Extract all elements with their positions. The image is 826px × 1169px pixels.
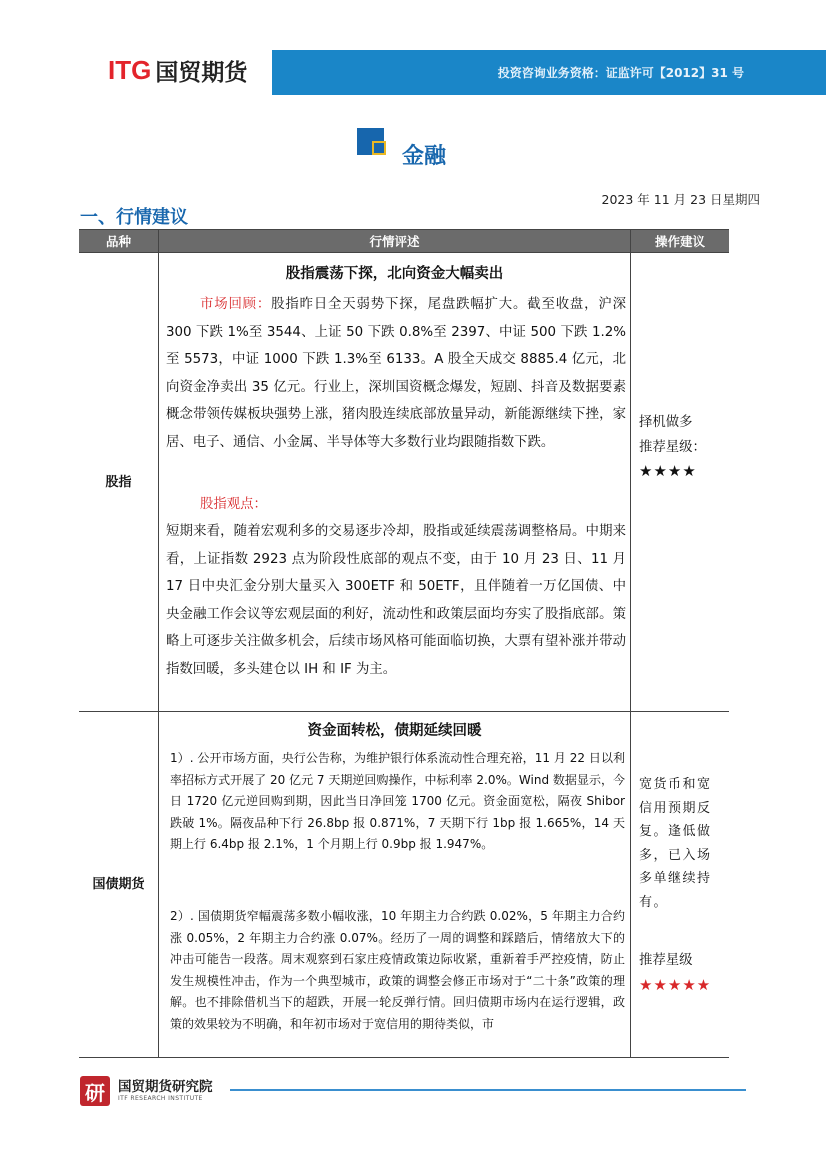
- report-date: 2023 年 11 月 23 日星期四: [601, 192, 760, 207]
- table-bottom-border: [79, 1057, 729, 1058]
- row-name-stock-index: 股指: [105, 475, 132, 490]
- table-header-border: [79, 252, 729, 253]
- row-name-treasury-futures: 国债期货: [92, 877, 145, 892]
- advice-treasury-futures: 宽货币和宽信用预期反复。逢低做多，已入场多单继续持有。: [639, 777, 712, 910]
- license-text: 投资咨询业务资格：证监许可【2012】31 号: [497, 66, 744, 80]
- table-row-divider: [79, 711, 729, 712]
- block-title-treasury-futures: 资金面转松，债期延续回暖: [307, 723, 482, 739]
- title-outline-square-icon: [372, 141, 386, 155]
- section-heading: 一、行情建议: [80, 207, 188, 228]
- advice-rating-label-stock-index: 推荐星级：: [639, 440, 706, 455]
- index-view-text: 短期来看，随着宏观利多的交易逐步冷却，股指或延续震荡调整格局。中期来看，上证指数 2923 点为阶段性底部的观点不变，由于 10 月 23 日、11 月 17 日中央汇金分别大量买入 300ETF 和 50ETF，且伴随着一万亿国债、中央金融工作会议等宏观层面的利好，流动性和政策层面均夯实了股指底部。策略上可逐步关注做多机会，后续市场风格可能面临切换，大票有望补涨并带动指数回暖，多头建仓以 IH 和 IF 为主。: [166, 524, 626, 677]
- header-variety: 品种: [79, 229, 158, 252]
- header-review: 行情评述: [159, 229, 630, 252]
- logo-brand: ITG: [108, 54, 152, 85]
- footer-divider: [230, 1089, 746, 1091]
- advice-stock-index: 择机做多: [639, 415, 693, 430]
- market-review-text: 股指昨日全天弱势下探，尾盘跌幅扩大。截至收盘，沪深 300 下跌 1%至 3544、上证 50 下跌 0.8%至 2397、中证 500 下跌 1.2%至 5573，中证 1000 下跌 1.3%至 6133。A 股全天成交 8885.4 亿元，北向资金净卖出 35 亿元。行业上，深圳国资概念爆发，短剧、抖音及数据要素概念带领传媒板块强势上涨，猪肉股连续底部放量异动，新能源继续下挫，家居、电子、通信、小金属、半导体等大多数行业均跟随指数下跌。: [166, 297, 626, 450]
- block-title-stock-index: 股指震荡下探，北向资金大幅卖出: [285, 266, 504, 282]
- advice-rating-label-treasury-futures: 推荐星级: [639, 953, 693, 968]
- treasury-point-2: 2）. 国债期货窄幅震荡多数小幅收涨，10 年期主力合约跌 0.02%，5 年期主力合约涨 0.05%，2 年期主力合约涨 0.07%。经历了一周的调整和踩踏后，情绪放大下的冲击可能告一段落。周末观察到石家庄疫情政策边际收紧，重新着手严控疫情，防止发生规模性冲击，作为一个典型城市，政策的调整会修正市场对于“二十条”政策的理解。也不排除借机当下的超跌，开展一轮反弹行情。回归债期市场内在运行逻辑，政策的效果较为不明确，和年初市场对于宽信用的期待类似，市: [170, 909, 625, 1031]
- table-col-divider-1: [158, 229, 159, 1058]
- table-top-border: [79, 229, 729, 230]
- rating-stars-stock-index: ★★★★: [639, 462, 697, 480]
- market-review-paragraph: [166, 291, 626, 456]
- logo-name: 国贸期货: [155, 59, 248, 86]
- page-title: 金融: [402, 144, 447, 169]
- research-institute-name: 国贸期货研究院: [118, 1079, 213, 1095]
- index-view-label: 股指观点：: [200, 497, 267, 512]
- header-advice: 操作建议: [631, 229, 729, 252]
- table-col-divider-2: [630, 229, 631, 1058]
- research-institute-subtitle: ITF RESEARCH INSTITUTE: [118, 1095, 203, 1102]
- market-review-label: 市场回顾：: [200, 297, 272, 312]
- research-institute-logo: 研: [80, 1076, 110, 1106]
- rating-stars-treasury-futures: ★★★★★: [639, 976, 712, 994]
- treasury-point-1: 1）. 公开市场方面，央行公告称，为维护银行体系流动性合理充裕，11 月 22 日以利率招标方式开展了 20 亿元 7 天期逆回购操作，中标利率 2.0%。Wind 数据显示，今日 1720 亿元逆回购到期，因此当日净回笼 1700 亿元。资金面宽松，隔夜 Shibor 跌破 1%。隔夜品种下行 26.8bp 报 0.871%，7 天期下行 1bp 报 1.665%，14 天期上行 6.4bp 报 2.1%，1 个月期上行 0.9bp 报 1.947%。: [170, 751, 625, 852]
- company-logo: [108, 54, 247, 86]
